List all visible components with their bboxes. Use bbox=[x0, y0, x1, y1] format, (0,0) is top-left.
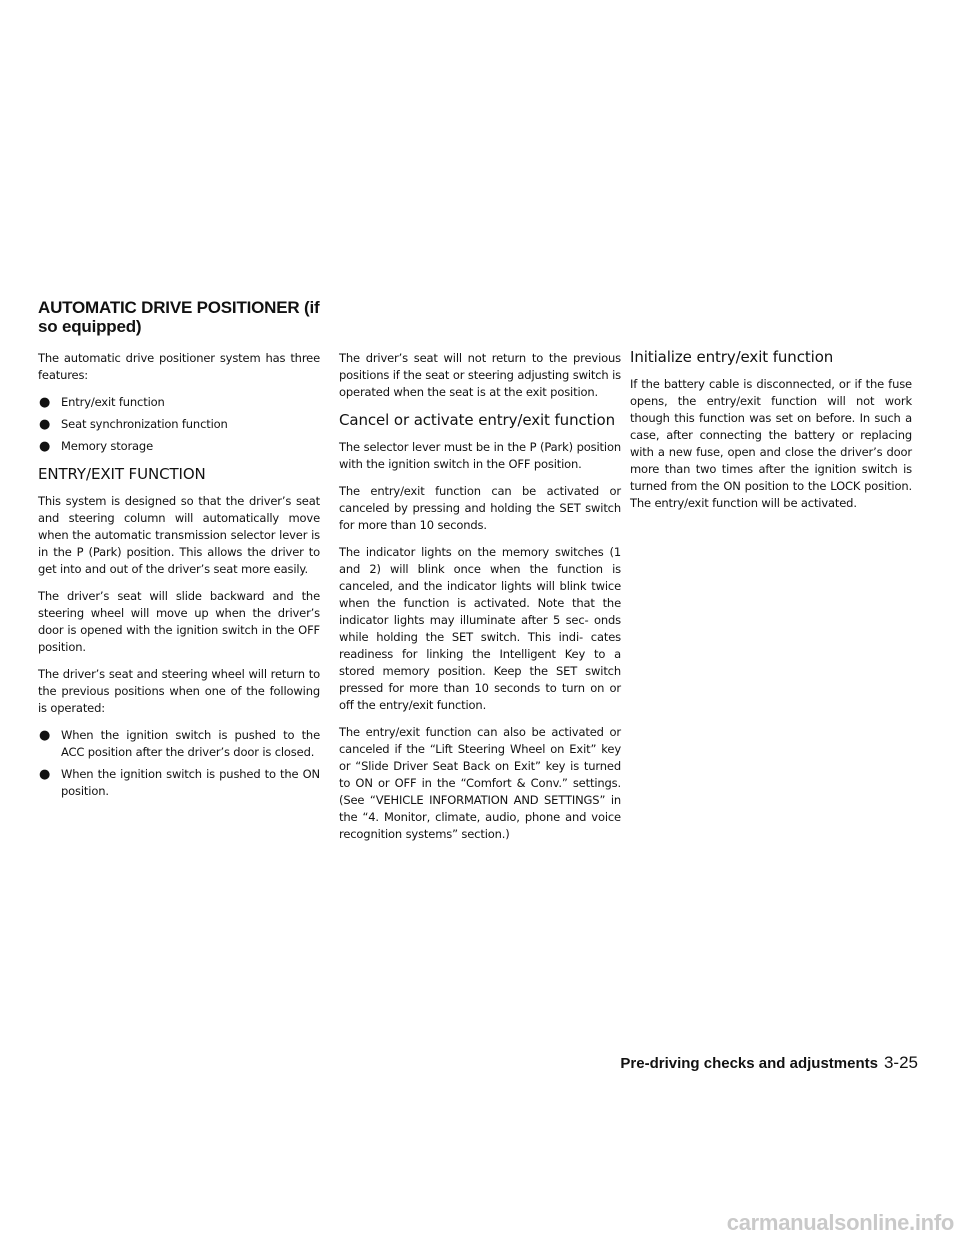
bullet-icon: ● bbox=[39, 417, 51, 432]
bullet-icon: ● bbox=[39, 728, 51, 743]
column-1 bbox=[38, 350, 320, 810]
column-3 bbox=[630, 348, 912, 522]
intro-text: The automatic drive positioner system has three features: bbox=[38, 351, 320, 382]
bullet-icon: ● bbox=[39, 767, 51, 782]
list-item: ● When the ignition switch is pushed to the ACC position after the driver’s door is closed. bbox=[39, 728, 320, 759]
paragraph: The driver’s seat and steering wheel will return to the previous positions when one of the following is operated: bbox=[38, 667, 320, 715]
watermark: carmanualsonline.info bbox=[726, 1210, 954, 1235]
list-item: ● Memory storage bbox=[39, 439, 154, 454]
paragraph: The entry/exit function can also be activated or canceled if the “Lift Steering Wheel on Exit” key or “Slide Driver Seat Back on Exit” key is turned to ON or OFF in the “Comfort & Conv.” settings. (See “VEHICLE INFORMATION AND SETTINGS” in the “4. Monitor, climate, audio, phone and voice recognition systems” section.) bbox=[339, 725, 621, 841]
bullet-icon: ● bbox=[39, 439, 51, 454]
bullet-icon: ● bbox=[39, 395, 51, 410]
paragraph: The driver’s seat will not return to the previous positions if the seat or steering adjusting switch is operated when the seat is at the exit position. bbox=[339, 351, 621, 399]
paragraph: The selector lever must be in the P (Park) position with the ignition switch in the OFF position. bbox=[339, 440, 621, 471]
paragraph: If the battery cable is disconnected, or if the fuse opens, the entry/exit function will not work though this function was set on before. In such a case, after connecting the battery or replacing with a new fuse, open and close the driver’s door more than two times after the ignition switch is turned from the ON position to the LOCK position. The entry/exit function will be activated. bbox=[630, 377, 912, 510]
paragraph: The indicator lights on the memory switches (1 and 2) will blink once when the function is canceled, and the indicator lights will blink twice when the function is activated. Note that the indicator lights may illuminate after 5 sec- onds while holding the SET switch. This indi- cates readiness for linking the Intelligent Key to a stored memory position. Keep the SET switch pressed for more than 10 seconds to turn on or off the entry/exit function. bbox=[339, 545, 621, 712]
entry-exit-heading: ENTRY/EXIT FUNCTION bbox=[38, 465, 206, 483]
feature-list bbox=[38, 394, 320, 455]
page-footer bbox=[620, 1053, 918, 1073]
list-item: ● Entry/exit function bbox=[39, 395, 165, 410]
list-item: ● When the ignition switch is pushed to the ON position. bbox=[39, 767, 320, 798]
initialize-heading: Initialize entry/exit function bbox=[630, 348, 834, 366]
paragraph: The driver’s seat will slide backward and the steering wheel will move up when the driver’s door is opened with the ignition switch in the OFF position. bbox=[38, 589, 320, 654]
cancel-activate-heading: Cancel or activate entry/exit function bbox=[339, 411, 615, 429]
list-item: ● Seat synchronization function bbox=[39, 417, 228, 432]
column-2 bbox=[339, 350, 621, 853]
condition-list bbox=[38, 727, 320, 800]
paragraph: This system is designed so that the driver’s seat and steering column will automatically move when the automatic transmission selector lever is in the P (Park) position. This allows the driver to get into and out of the driver’s seat more easily. bbox=[38, 494, 320, 576]
page-number: 3-25 bbox=[883, 1053, 918, 1072]
paragraph: The entry/exit function can be activated or canceled by pressing and holding the SET switch for more than 10 seconds. bbox=[339, 484, 621, 532]
footer-section-label: Pre-driving checks and adjustments bbox=[620, 1055, 878, 1072]
section-title: AUTOMATIC DRIVE POSITIONER (if so equipped) bbox=[38, 298, 320, 336]
